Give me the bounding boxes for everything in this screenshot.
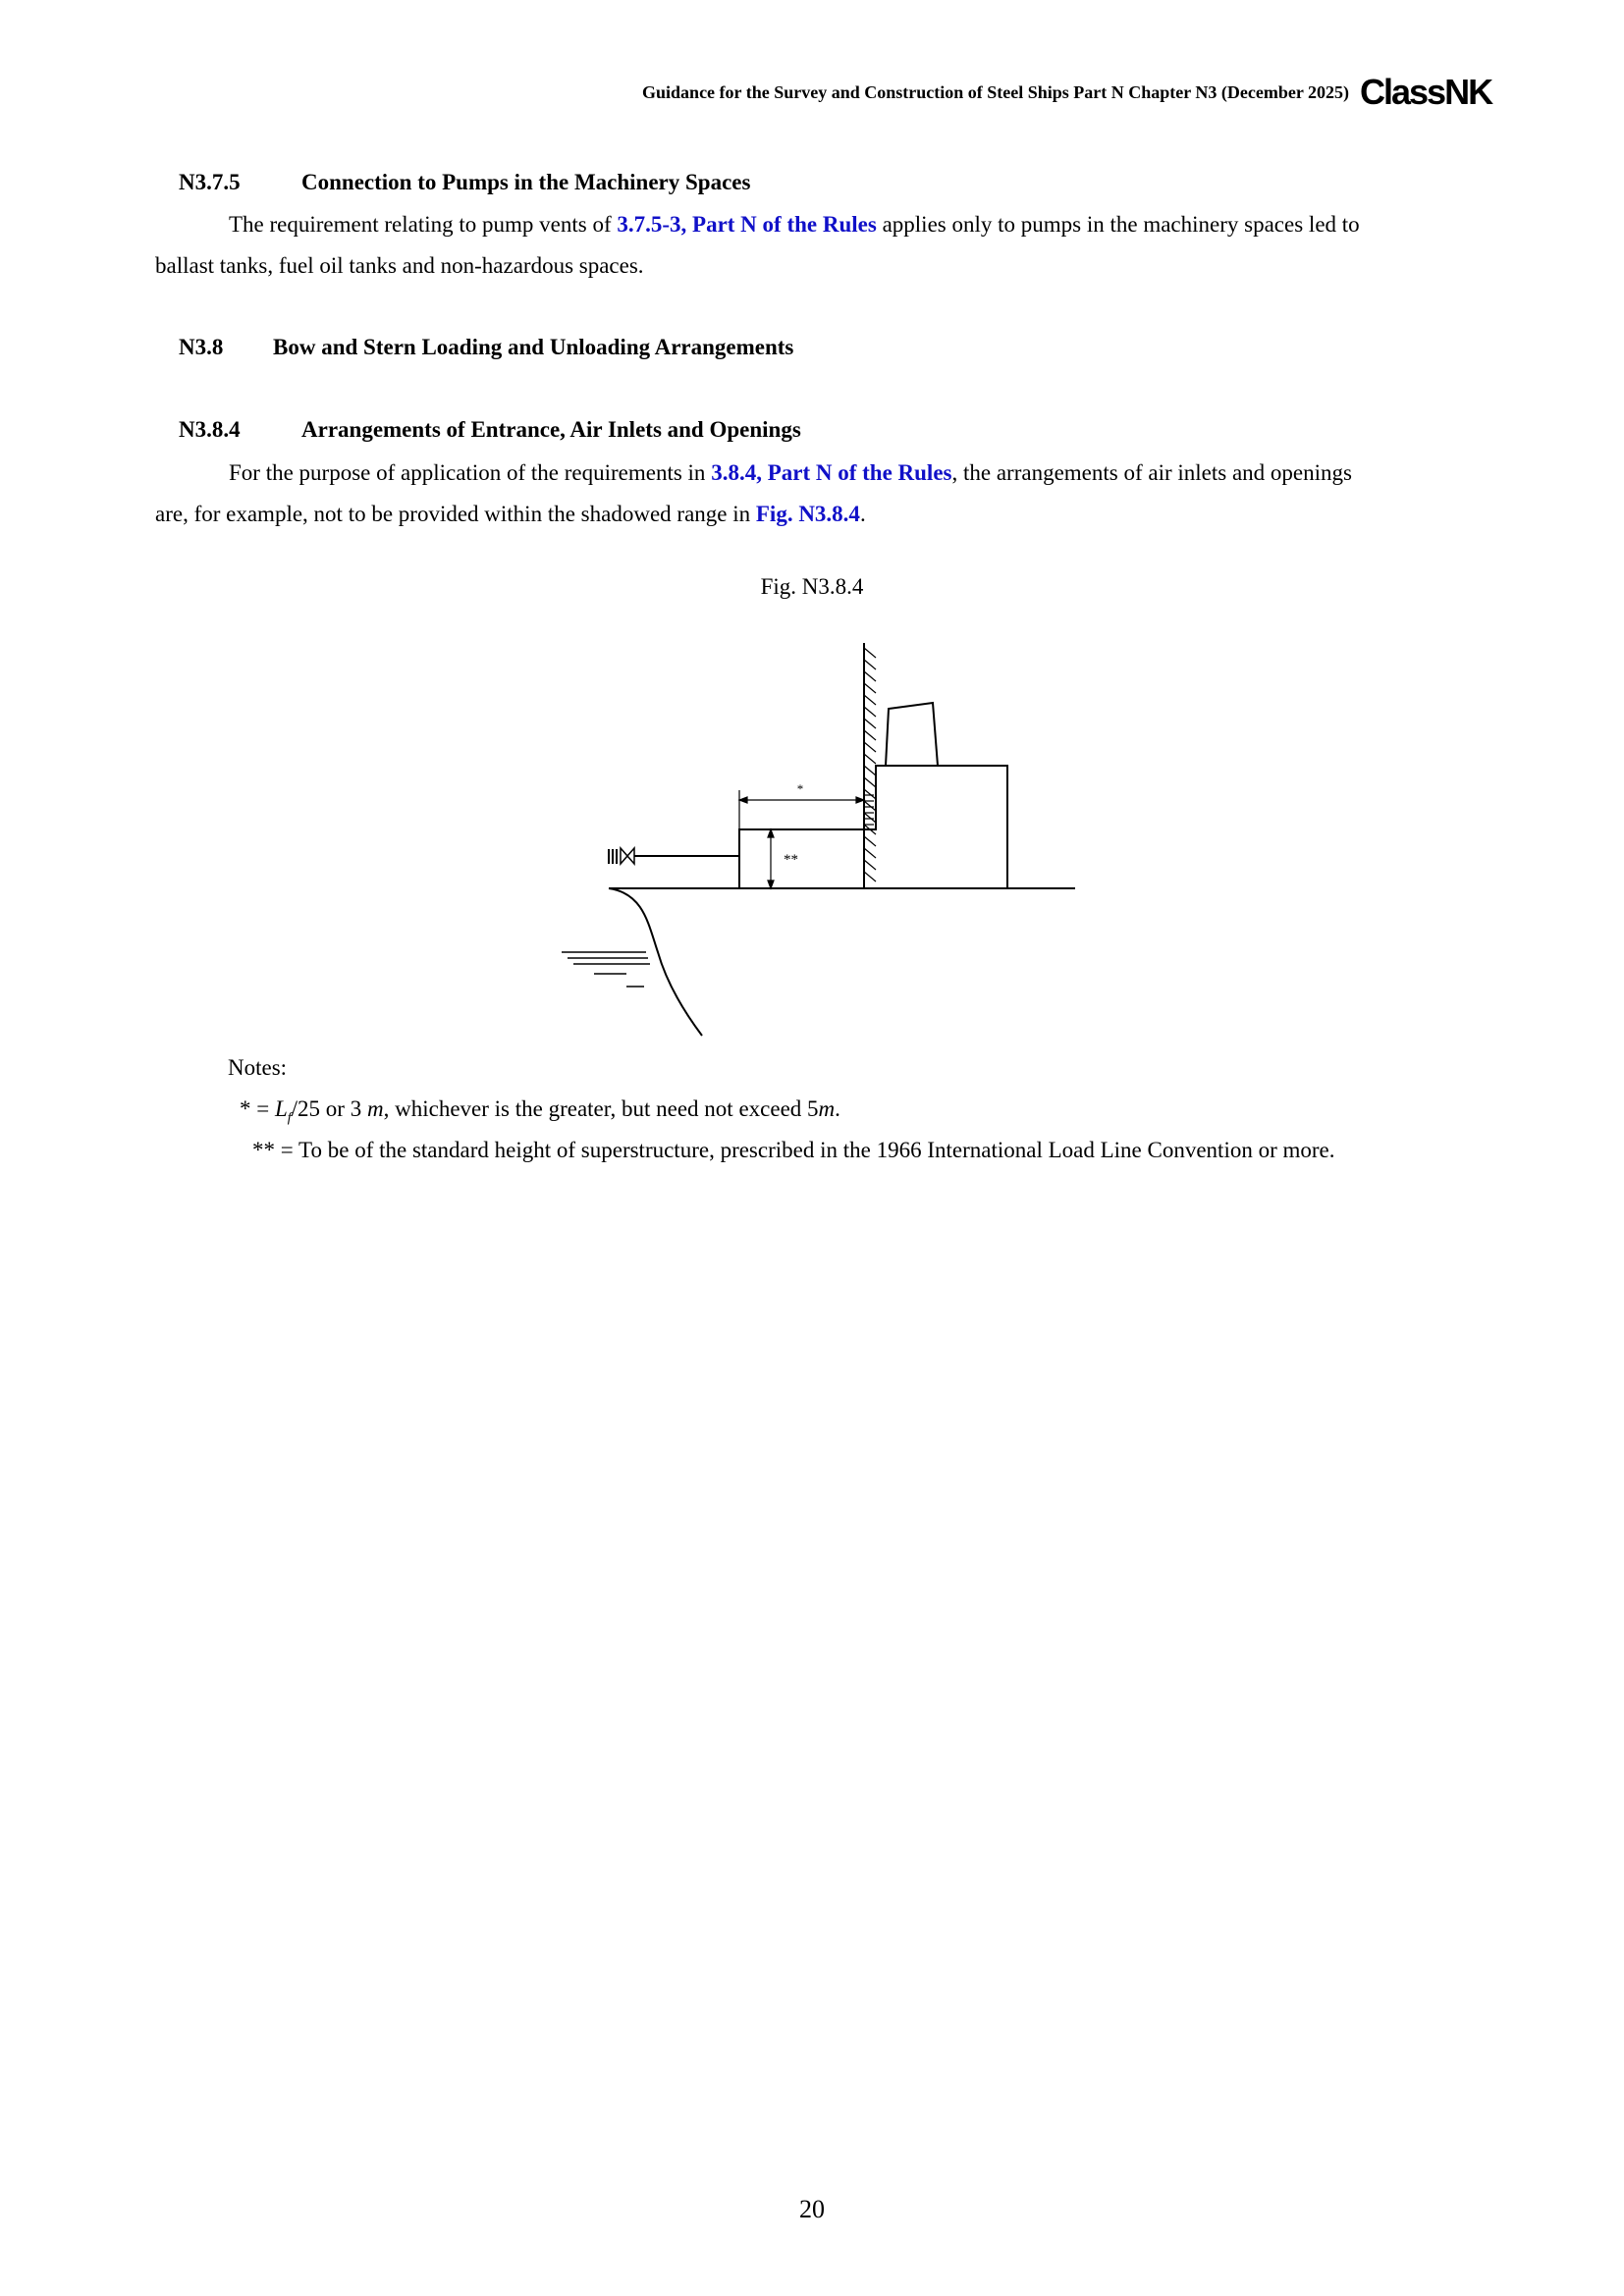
note-2: ** = To be of the standard height of superstructure, prescribed in the 1966 International Load Line Convention or more. [252, 1138, 1335, 1162]
figure-link[interactable]: Fig. N3.8.4 [755, 502, 860, 526]
classnk-logo: ClassNK [1360, 72, 1492, 112]
bow-arrangement-figure [550, 628, 1100, 1050]
deckhouse [739, 829, 864, 888]
section-title-n375: Connection to Pumps in the Machinery Spaces [301, 170, 751, 194]
note-1 [240, 1096, 840, 1127]
para-text: For the purpose of application of the requirements in [229, 460, 712, 485]
notes-heading: Notes: [228, 1055, 288, 1080]
waterline-marks [562, 952, 650, 987]
dimension-double [768, 829, 774, 888]
note-text: * = [240, 1096, 275, 1121]
para-text: , the arrangements of air inlets and openings [951, 460, 1352, 485]
section-number-n38: N3.8 [179, 335, 224, 359]
dimension-label-single: * [796, 781, 804, 796]
dimension-single [739, 790, 864, 829]
note-sub: f [287, 1110, 292, 1126]
para-text: The requirement relating to pump vents of [229, 212, 618, 237]
note-unit: m [818, 1096, 836, 1121]
superstructure [864, 766, 1007, 888]
section-number-n384: N3.8.4 [179, 417, 241, 442]
paragraph-n375 [155, 204, 1481, 287]
note-text: /25 or 3 [291, 1096, 367, 1121]
figure-caption: Fig. N3.8.4 [760, 574, 864, 599]
para-text: ballast tanks, fuel oil tanks and non-hazardous spaces. [155, 253, 644, 278]
header-title: Guidance for the Survey and Construction of Steel Ships Part N Chapter N3 (December 2025) [642, 82, 1349, 102]
note-unit: m [366, 1096, 384, 1121]
section-title-n384: Arrangements of Entrance, Air Inlets and Openings [301, 417, 801, 442]
para-text: applies only to pumps in the machinery spaces led to [876, 212, 1360, 237]
note-var: L [274, 1096, 288, 1121]
bulkhead-hatching [864, 648, 876, 881]
rules-link-375[interactable]: 3.7.5-3, Part N of the Rules [617, 212, 877, 237]
section-number-n375: N3.7.5 [179, 170, 241, 194]
page-number: 20 [799, 2195, 825, 2223]
note-text: . [835, 1096, 840, 1121]
funnel [886, 703, 938, 766]
bow-curve [609, 888, 702, 1036]
para-text: are, for example, not to be provided within the shadowed range in [155, 502, 756, 526]
loading-pipe [609, 848, 739, 864]
section-title-n38: Bow and Stern Loading and Unloading Arrangements [273, 335, 794, 359]
note-text: , whichever is the greater, but need not exceed 5 [383, 1096, 819, 1121]
para-text: . [859, 502, 866, 526]
paragraph-n384 [155, 453, 1481, 535]
dimension-label-double: ** [784, 852, 798, 868]
rules-link-384[interactable]: 3.8.4, Part N of the Rules [711, 460, 952, 485]
